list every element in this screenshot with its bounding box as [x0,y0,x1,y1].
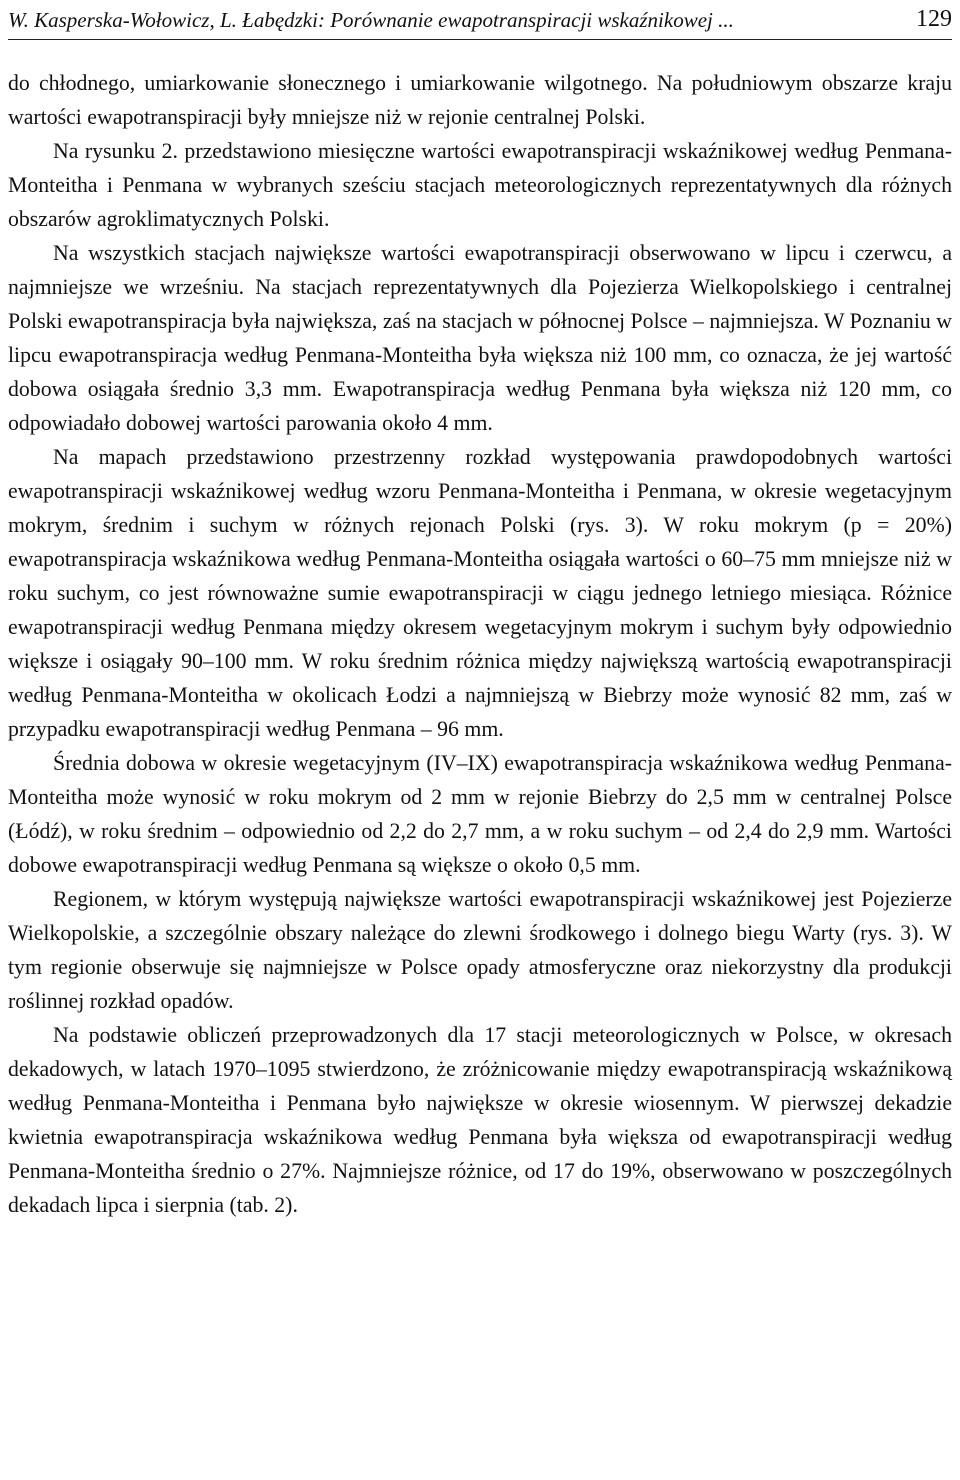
page-number: 129 [916,6,952,32]
paragraph: Regionem, w którym występują największe wartości ewapotranspiracji wskaźnikowej jest Pojezierze Wielkopolskie, a szczególnie obszary należące do zlewni środkowego i dolnego biegu Warty (rys. 3). W tym regionie obserwuje się najmniejsze w Polsce opady atmosferyczne oraz niekorzystny dla produkcji roślinnej rozkład opadów. [8,887,952,1013]
paragraph: Na wszystkich stacjach największe wartości ewapotranspiracji obserwowano w lipcu i czerwcu, a najmniejsze we wrześniu. Na stacjach reprezentatywnych dla Pojezierza Wielkopolskiego i centralnej Polski ewapotranspiracja była największa, zaś na stacjach w północnej Polsce – najmniejsza. W Poznaniu w lipcu ewapotranspiracja według Penmana-Monteitha była większa niż 100 mm, co oznacza, że jej wartość dobowa osiągała średnio 3,3 mm. Ewapotranspiracja według Penmana była większa niż 120 mm, co odpowiadało dobowej wartości parowania około 4 mm. [8,241,952,435]
running-header [8,4,952,40]
paragraph-continued: do chłodnego, umiarkowanie słonecznego i umiarkowanie wilgotnego. Na południowym obszarze kraju wartości ewapotranspiracji były mniejsze niż w rejonie centralnej Polski. [8,71,952,129]
paragraph: Średnia dobowa w okresie wegetacyjnym (IV–IX) ewapotranspiracja wskaźnikowa według Penmana-Monteitha może wynosić w roku mokrym od 2 mm w rejonie Biebrzy do 2,5 mm w centralnej Polsce (Łódź), w roku średnim – odpowiednio od 2,2 do 2,7 mm, a w roku suchym – od 2,4 do 2,9 mm. Wartości dobowe ewapotranspiracji według Penmana są większe o około 0,5 mm. [8,751,952,877]
document-page [8,0,952,1480]
body-text [8,66,952,1222]
running-title: W. Kasperska-Wołowicz, L. Łabędzki: Porównanie ewapotranspiracji wskaźnikowej ... [8,8,734,32]
paragraph: Na rysunku 2. przedstawiono miesięczne wartości ewapotranspiracji wskaźnikowej według Penmana-Monteitha i Penmana w wybranych sześciu stacjach meteorologicznych reprezentatywnych dla różnych obszarów agroklimatycznych Polski. [8,139,952,231]
paragraph: Na podstawie obliczeń przeprowadzonych dla 17 stacji meteorologicznych w Polsce, w okresach dekadowych, w latach 1970–1095 stwierdzono, że zróżnicowanie między ewapotranspiracją wskaźnikową według Penmana-Monteitha i Penmana było największe w okresie wiosennym. W pierwszej dekadzie kwietnia ewapotranspiracja wskaźnikowa według Penmana była większa od ewapotranspiracji według Penmana-Monteitha średnio o 27%. Najmniejsze różnice, od 17 do 19%, obserwowano w poszczególnych dekadach lipca i sierpnia (tab. 2). [8,1023,952,1217]
paragraph: Na mapach przedstawiono przestrzenny rozkład występowania prawdopodobnych wartości ewapotranspiracji wskaźnikowej według wzoru Penmana-Monteitha i Penmana, w okresie wegetacyjnym mokrym, średnim i suchym w różnych rejonach Polski (rys. 3). W roku mokrym (p = 20%) ewapotranspiracja wskaźnikowa według Penmana-Monteitha osiągała wartości o 60–75 mm mniejsze niż w roku suchym, co jest równoważne sumie ewapotranspiracji w ciągu jednego letniego miesiąca. Różnice ewapotranspiracji według Penmana między okresem wegetacyjnym mokrym i suchym były odpowiednio większe i osiągały 90–100 mm. W roku średnim różnica między największą wartością ewapotranspiracji według Penmana-Monteitha w okolicach Łodzi a najmniejszą w Biebrzy może wynosić 82 mm, zaś w przypadku ewapotranspiracji według Penmana – 96 mm. [8,445,952,741]
